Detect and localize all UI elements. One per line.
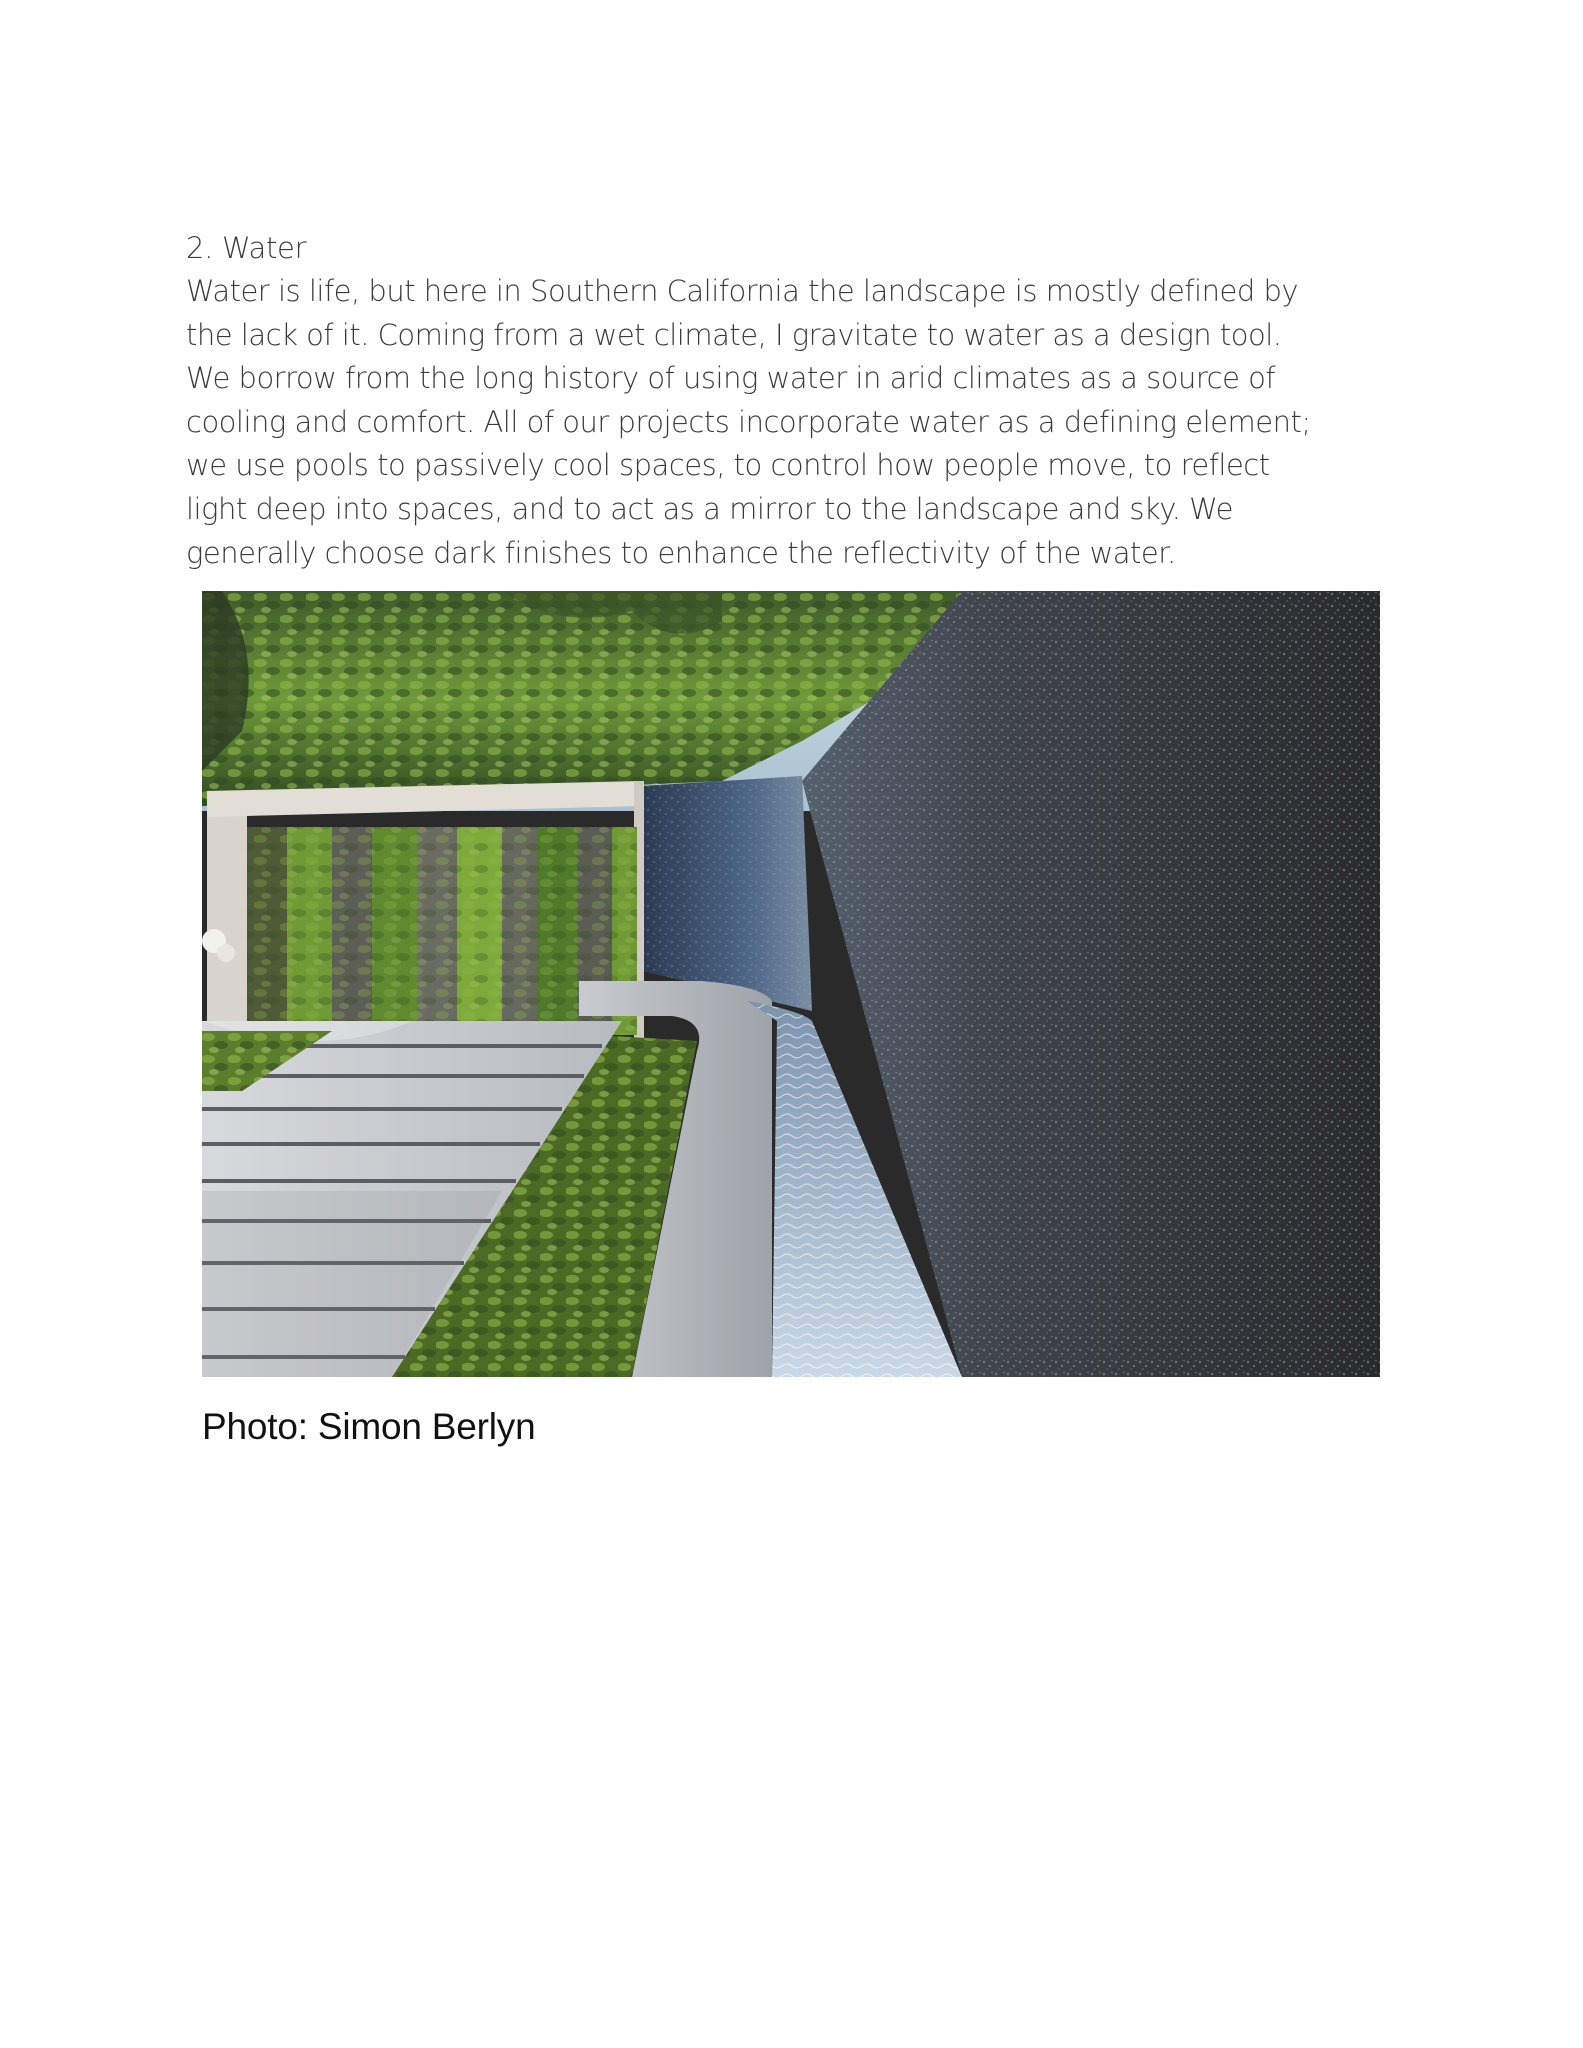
paragraph-line: the lack of it. Coming from a wet climate, I gravitate to water as a design tool. [186, 317, 1282, 352]
photo-illustration [202, 591, 1380, 1377]
water-section [186, 226, 1416, 575]
green-wall-stripes [247, 827, 637, 1035]
water-wall-photo [202, 591, 1380, 1377]
photo-caption: Photo: Simon Berlyn [202, 1406, 536, 1447]
paragraph-line: generally choose dark finishes to enhance the reflectivity of the water. [186, 535, 1176, 570]
section-paragraph [186, 270, 1416, 575]
paragraph-line: cooling and comfort. All of our projects incorporate water as a defining element; [186, 404, 1311, 439]
paragraph-line: light deep into spaces, and to act as a mirror to the landscape and sky. We [186, 491, 1233, 526]
paragraph-line: We borrow from the long history of using water in arid climates as a source of [186, 361, 1276, 396]
section-heading: 2. Water [186, 231, 307, 265]
paragraph-line: we use pools to passively cool spaces, to control how people move, to reflect [186, 448, 1270, 483]
paragraph-line: Water is life, but here in Southern California the landscape is mostly defined by [186, 274, 1299, 308]
